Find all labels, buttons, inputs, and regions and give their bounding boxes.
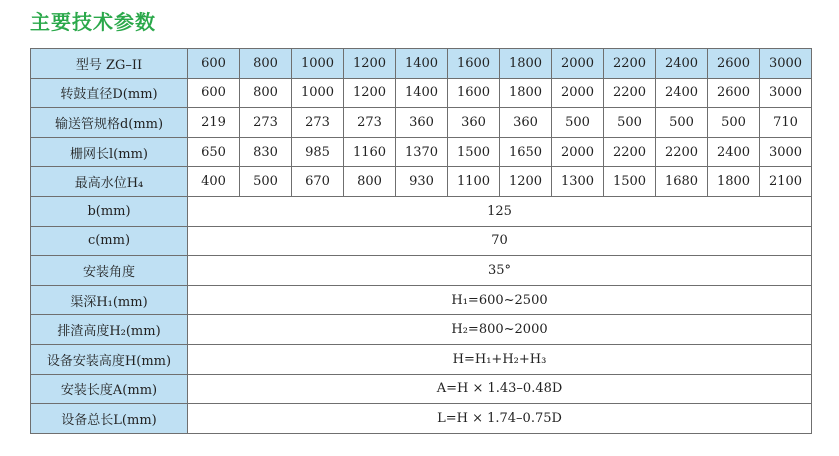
table-cell: 985 [292, 137, 344, 167]
row-label-cell: 转鼓直径D(mm) [31, 78, 188, 108]
header-model-cell: 1600 [448, 49, 500, 79]
table-cell: 2100 [760, 167, 812, 197]
table-cell: 1160 [344, 137, 396, 167]
table-cell: 500 [240, 167, 292, 197]
table-cell: 360 [500, 108, 552, 138]
table-cell: 800 [240, 78, 292, 108]
table-row [31, 344, 812, 374]
table-row [31, 108, 812, 138]
table-cell: 800 [344, 167, 396, 197]
table-cell: 1500 [448, 137, 500, 167]
merged-value-cell: 125 [188, 196, 812, 226]
row-label-cell: 安装角度 [31, 256, 188, 286]
table-cell: 1500 [604, 167, 656, 197]
table-header-row [31, 49, 812, 79]
table-cell: 1650 [500, 137, 552, 167]
table-cell: 3000 [760, 137, 812, 167]
table-cell: 830 [240, 137, 292, 167]
table-cell: 1100 [448, 167, 500, 197]
table-cell: 2600 [708, 78, 760, 108]
row-label-cell: 栅网长l(mm) [31, 137, 188, 167]
table-cell: 219 [188, 108, 240, 138]
table-cell: 1680 [656, 167, 708, 197]
header-model-cell: 2200 [604, 49, 656, 79]
page-title: 主要技术参数 [30, 10, 156, 34]
table-row [31, 256, 812, 286]
header-model-cell: 1200 [344, 49, 396, 79]
row-label-cell: 设备安装高度H(mm) [31, 344, 188, 374]
table-cell: 710 [760, 108, 812, 138]
table-cell: 360 [448, 108, 500, 138]
header-model-cell: 3000 [760, 49, 812, 79]
header-label-cell: 型号 ZG–II [31, 49, 188, 79]
table-cell: 2200 [604, 78, 656, 108]
merged-value-cell: A=H × 1.43–0.48D [188, 374, 812, 404]
table-row [31, 374, 812, 404]
merged-value-cell: H₁=600~2500 [188, 285, 812, 315]
table-row [31, 137, 812, 167]
table-cell: 2200 [656, 137, 708, 167]
table-row [31, 404, 812, 434]
table-cell: 1800 [500, 78, 552, 108]
table-cell: 360 [396, 108, 448, 138]
table-row [31, 196, 812, 226]
header-model-cell: 2600 [708, 49, 760, 79]
table-cell: 930 [396, 167, 448, 197]
row-label-cell: 渠深H₁(mm) [31, 285, 188, 315]
table-cell: 273 [292, 108, 344, 138]
table-cell: 1800 [708, 167, 760, 197]
table-cell: 1200 [500, 167, 552, 197]
header-model-cell: 800 [240, 49, 292, 79]
header-model-cell: 2000 [552, 49, 604, 79]
merged-value-cell: L=H × 1.74–0.75D [188, 404, 812, 434]
table-row [31, 78, 812, 108]
spec-table-body [31, 49, 812, 434]
table-cell: 2000 [552, 78, 604, 108]
row-label-cell: c(mm) [31, 226, 188, 256]
table-row [31, 167, 812, 197]
header-model-cell: 1000 [292, 49, 344, 79]
table-cell: 3000 [760, 78, 812, 108]
row-label-cell: b(mm) [31, 196, 188, 226]
row-label-cell: 安装长度A(mm) [31, 374, 188, 404]
table-cell: 2000 [552, 137, 604, 167]
table-cell: 500 [604, 108, 656, 138]
table-cell: 273 [240, 108, 292, 138]
table-cell: 1400 [396, 78, 448, 108]
table-cell: 670 [292, 167, 344, 197]
row-label-cell: 最高水位H₄ [31, 167, 188, 197]
table-cell: 2400 [656, 78, 708, 108]
table-cell: 1300 [552, 167, 604, 197]
table-cell: 1600 [448, 78, 500, 108]
table-cell: 273 [344, 108, 396, 138]
table-cell: 2200 [604, 137, 656, 167]
row-label-cell: 设备总长L(mm) [31, 404, 188, 434]
table-row [31, 315, 812, 345]
spec-table [30, 48, 812, 434]
header-model-cell: 1800 [500, 49, 552, 79]
merged-value-cell: 70 [188, 226, 812, 256]
table-cell: 500 [708, 108, 760, 138]
row-label-cell: 输送管规格d(mm) [31, 108, 188, 138]
table-cell: 400 [188, 167, 240, 197]
header-model-cell: 600 [188, 49, 240, 79]
table-cell: 1370 [396, 137, 448, 167]
table-cell: 600 [188, 78, 240, 108]
table-row [31, 285, 812, 315]
table-cell: 500 [656, 108, 708, 138]
table-cell: 650 [188, 137, 240, 167]
table-cell: 500 [552, 108, 604, 138]
merged-value-cell: H=H₁+H₂+H₃ [188, 344, 812, 374]
merged-value-cell: H₂=800~2000 [188, 315, 812, 345]
row-label-cell: 排渣高度H₂(mm) [31, 315, 188, 345]
header-model-cell: 1400 [396, 49, 448, 79]
header-model-cell: 2400 [656, 49, 708, 79]
table-cell: 1200 [344, 78, 396, 108]
table-cell: 1000 [292, 78, 344, 108]
table-row [31, 226, 812, 256]
table-cell: 2400 [708, 137, 760, 167]
merged-value-cell: 35° [188, 256, 812, 286]
